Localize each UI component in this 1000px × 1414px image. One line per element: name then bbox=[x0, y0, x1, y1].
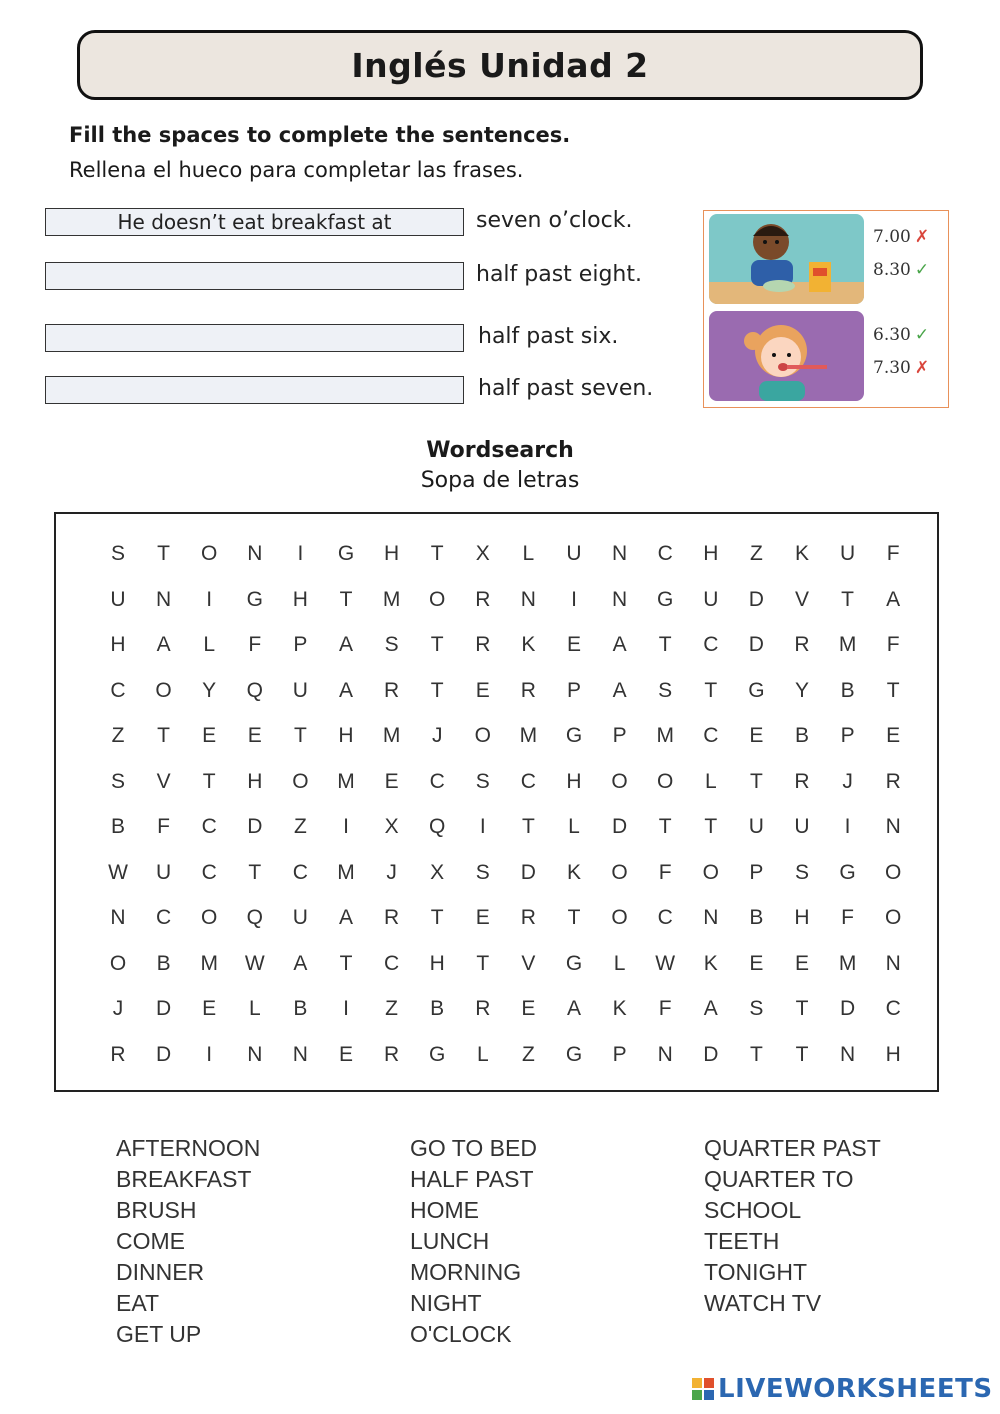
grid-letter[interactable]: E bbox=[247, 724, 262, 747]
grid-letter[interactable]: R bbox=[475, 587, 491, 611]
grid-letter[interactable]: U bbox=[703, 587, 719, 611]
grid-letter[interactable]: T bbox=[749, 1042, 763, 1066]
grid-letter[interactable]: O bbox=[611, 860, 628, 884]
grid-letter[interactable]: G bbox=[565, 724, 583, 747]
grid-letter[interactable]: M bbox=[382, 724, 401, 747]
grid-letter[interactable]: Z bbox=[293, 815, 307, 838]
grid-letter[interactable]: S bbox=[794, 860, 809, 884]
grid-letter[interactable]: I bbox=[343, 815, 349, 838]
grid-letter[interactable]: T bbox=[795, 1042, 809, 1066]
grid-letter[interactable]: S bbox=[110, 542, 125, 565]
grid-letter[interactable]: T bbox=[430, 678, 444, 702]
grid-letter[interactable]: T bbox=[658, 815, 672, 838]
grid-letter[interactable]: B bbox=[156, 951, 171, 975]
grid-letter[interactable]: R bbox=[384, 1042, 400, 1066]
grid-letter[interactable]: E bbox=[475, 678, 490, 702]
grid-letter[interactable]: B bbox=[430, 997, 445, 1020]
word-item: WATCH TV bbox=[704, 1290, 822, 1316]
grid-letter[interactable]: Z bbox=[749, 542, 763, 565]
grid-letter[interactable]: T bbox=[339, 951, 353, 975]
grid-letter[interactable]: T bbox=[658, 633, 672, 656]
grid-letter[interactable]: D bbox=[748, 633, 764, 656]
cross-icon: ✗ bbox=[914, 358, 930, 378]
grid-letter[interactable]: C bbox=[292, 860, 308, 884]
grid-letter[interactable]: A bbox=[886, 587, 901, 611]
grid-letter[interactable]: K bbox=[521, 633, 536, 656]
grid-letter[interactable]: M bbox=[838, 951, 857, 975]
times-brushing bbox=[873, 319, 929, 385]
grid-letter[interactable]: L bbox=[203, 633, 216, 656]
grid-letter[interactable]: A bbox=[566, 997, 581, 1020]
grid-letter[interactable]: W bbox=[244, 951, 265, 975]
instruction-english: Fill the spaces to complete the sentences. bbox=[69, 123, 571, 147]
grid-letter[interactable]: M bbox=[656, 724, 674, 747]
grid-letter[interactable]: U bbox=[794, 815, 810, 838]
grid-letter[interactable]: T bbox=[293, 724, 307, 747]
grid-letter[interactable]: C bbox=[384, 951, 400, 975]
grid-letter[interactable]: M bbox=[838, 633, 857, 656]
grid-letter[interactable]: T bbox=[704, 678, 718, 702]
grid-letter[interactable]: L bbox=[248, 997, 261, 1020]
wordsearch-subtitle: Sopa de letras bbox=[420, 468, 580, 493]
schedule-pictures-panel bbox=[703, 210, 949, 408]
grid-letter[interactable]: E bbox=[202, 724, 217, 747]
grid-letter[interactable]: N bbox=[885, 815, 901, 838]
grid-letter[interactable]: X bbox=[430, 860, 445, 884]
grid-letter[interactable]: H bbox=[429, 951, 445, 975]
grid-letter[interactable]: T bbox=[886, 678, 900, 702]
grid-letter[interactable]: T bbox=[157, 542, 170, 565]
grid-letter[interactable]: E bbox=[475, 906, 490, 929]
grid-letter[interactable]: L bbox=[476, 1042, 489, 1066]
grid-letter[interactable]: U bbox=[156, 860, 172, 884]
grid-letter[interactable]: B bbox=[110, 815, 125, 838]
grid-letter[interactable]: R bbox=[110, 1042, 126, 1066]
instruction-spanish: Rellena el hueco para completar las frases. bbox=[69, 158, 524, 182]
grid-letter[interactable]: Z bbox=[385, 997, 398, 1020]
word-item: TEETH bbox=[704, 1228, 780, 1254]
grid-letter[interactable]: T bbox=[841, 587, 854, 611]
grid-letter[interactable]: H bbox=[703, 542, 719, 565]
sentence-suffix: half past eight. bbox=[476, 262, 642, 287]
grid-letter[interactable]: G bbox=[429, 1042, 446, 1066]
grid-letter[interactable]: T bbox=[339, 587, 353, 611]
answer-input-2[interactable] bbox=[45, 262, 464, 290]
grid-letter[interactable]: H bbox=[247, 769, 263, 793]
grid-letter[interactable]: C bbox=[657, 542, 673, 565]
grid-letter[interactable]: T bbox=[157, 724, 170, 747]
word-item: COME bbox=[116, 1228, 185, 1254]
grid-letter[interactable]: M bbox=[200, 951, 218, 975]
grid-letter[interactable]: C bbox=[110, 678, 126, 702]
grid-letter[interactable]: S bbox=[384, 633, 399, 656]
grid-letter[interactable]: U bbox=[566, 542, 582, 565]
word-list-column-2 bbox=[410, 1133, 537, 1350]
page-title: Inglés Unidad 2 bbox=[351, 45, 649, 85]
grid-letter[interactable]: O bbox=[885, 860, 902, 884]
grid-letter[interactable]: H bbox=[885, 1042, 901, 1066]
sentence-row bbox=[45, 262, 642, 290]
word-item: BREAKFAST bbox=[116, 1166, 252, 1192]
grid-letter[interactable]: U bbox=[748, 815, 764, 838]
word-item: MORNING bbox=[410, 1259, 522, 1285]
grid-letter[interactable]: U bbox=[840, 542, 856, 565]
time-label: 7.30 bbox=[873, 358, 911, 378]
grid-letter[interactable]: Q bbox=[246, 678, 263, 702]
grid-letter[interactable]: S bbox=[110, 769, 125, 793]
grid-letter[interactable]: J bbox=[112, 997, 124, 1020]
sentence-row bbox=[45, 324, 619, 352]
grid-letter[interactable]: L bbox=[704, 769, 717, 793]
sentence-row bbox=[45, 376, 654, 404]
grid-letter[interactable]: S bbox=[475, 860, 490, 884]
grid-letter[interactable]: E bbox=[794, 951, 809, 975]
grid-letter[interactable]: E bbox=[886, 724, 901, 747]
wordsearch-title: Wordsearch bbox=[426, 438, 574, 463]
grid-letter[interactable]: D bbox=[748, 587, 764, 611]
word-item: HALF PAST bbox=[410, 1166, 534, 1192]
grid-letter[interactable]: N bbox=[612, 587, 628, 611]
grid-letter[interactable]: G bbox=[246, 587, 263, 611]
grid-letter[interactable]: T bbox=[795, 997, 809, 1020]
grid-letter[interactable]: T bbox=[749, 769, 763, 793]
grid-letter[interactable]: C bbox=[703, 633, 719, 656]
grid-letter[interactable]: O bbox=[292, 769, 309, 793]
grid-letter[interactable]: A bbox=[156, 633, 171, 656]
grid-letter[interactable]: S bbox=[658, 678, 673, 702]
grid-letter[interactable]: D bbox=[247, 815, 263, 838]
grid-letter[interactable]: J bbox=[431, 724, 443, 747]
grid-letter[interactable]: E bbox=[566, 633, 581, 656]
grid-letter[interactable]: E bbox=[749, 724, 764, 747]
grid-letter[interactable]: N bbox=[247, 1042, 263, 1066]
time-label: 8.30 bbox=[873, 260, 911, 280]
grid-letter[interactable]: E bbox=[749, 951, 764, 975]
grid-letter[interactable]: D bbox=[612, 815, 628, 838]
grid-letter[interactable]: N bbox=[840, 1042, 856, 1066]
grid-letter[interactable]: O bbox=[429, 587, 446, 611]
grid-letter[interactable]: F bbox=[658, 997, 672, 1020]
grid-letter[interactable]: O bbox=[657, 769, 674, 793]
grid-letter[interactable]: N bbox=[520, 587, 536, 611]
grid-letter[interactable]: H bbox=[794, 906, 810, 929]
wordsearch-grid[interactable] bbox=[54, 512, 939, 1092]
grid-letter[interactable]: M bbox=[337, 769, 355, 793]
grid-letter[interactable]: R bbox=[520, 678, 536, 702]
grid-letter[interactable]: O bbox=[201, 906, 218, 929]
grid-letter[interactable]: O bbox=[201, 542, 218, 565]
grid-letter[interactable]: G bbox=[748, 678, 765, 702]
grid-letter[interactable]: R bbox=[794, 769, 810, 793]
grid-letter[interactable]: N bbox=[612, 542, 628, 565]
grid-letter[interactable]: H bbox=[292, 587, 308, 611]
grid-letter[interactable]: C bbox=[201, 815, 217, 838]
word-item: GET UP bbox=[116, 1321, 202, 1347]
grid-letter[interactable]: G bbox=[337, 542, 355, 565]
grid-letter[interactable]: T bbox=[476, 951, 490, 975]
grid-letter[interactable]: I bbox=[297, 542, 304, 565]
page-title-box bbox=[77, 30, 923, 100]
grid-letter[interactable]: A bbox=[612, 678, 627, 702]
grid-letter[interactable]: H bbox=[566, 769, 582, 793]
grid-letter[interactable]: L bbox=[568, 815, 580, 838]
grid-letter[interactable]: P bbox=[612, 1042, 627, 1066]
grid-letter[interactable]: E bbox=[521, 997, 536, 1020]
grid-letter[interactable]: I bbox=[343, 997, 349, 1020]
word-item: QUARTER TO bbox=[704, 1166, 854, 1192]
answer-input-3[interactable] bbox=[45, 324, 464, 352]
grid-letter[interactable]: R bbox=[475, 997, 491, 1020]
grid-letter[interactable]: G bbox=[565, 1042, 583, 1066]
grid-letter[interactable]: C bbox=[657, 906, 673, 929]
grid-letter[interactable]: L bbox=[613, 951, 626, 975]
grid-letter[interactable]: A bbox=[338, 633, 353, 656]
word-list-column-3 bbox=[704, 1133, 881, 1319]
grid-letter[interactable]: O bbox=[885, 906, 902, 929]
grid-letter[interactable]: Y bbox=[794, 678, 809, 702]
grid-letter[interactable]: Q bbox=[429, 815, 446, 838]
time-label: 7.00 bbox=[873, 227, 911, 247]
grid-letter[interactable]: O bbox=[474, 724, 491, 747]
grid-letter[interactable]: H bbox=[110, 633, 126, 656]
grid-letter[interactable]: F bbox=[157, 815, 170, 838]
grid-letter[interactable]: B bbox=[794, 724, 809, 747]
grid-letter[interactable]: T bbox=[202, 769, 216, 793]
grid-letter[interactable]: M bbox=[519, 724, 538, 747]
grid-letter[interactable]: B bbox=[293, 997, 308, 1020]
grid-letter[interactable]: E bbox=[338, 1042, 353, 1066]
grid-letter[interactable]: F bbox=[658, 860, 672, 884]
grid-letter[interactable]: G bbox=[839, 860, 856, 884]
grid-letter[interactable]: W bbox=[655, 951, 676, 975]
grid-letter[interactable]: P bbox=[749, 860, 764, 884]
grid-letter[interactable]: W bbox=[108, 860, 128, 884]
grid-letter[interactable]: O bbox=[155, 678, 172, 702]
grid-letter[interactable]: U bbox=[292, 678, 308, 702]
grid-letter[interactable]: Z bbox=[111, 724, 125, 747]
word-item: SCHOOL bbox=[704, 1197, 802, 1223]
grid-letter[interactable]: H bbox=[384, 542, 400, 565]
girl-brushing-teeth-picture bbox=[709, 311, 864, 401]
grid-letter[interactable]: O bbox=[109, 951, 127, 975]
grid-letter[interactable]: J bbox=[842, 769, 853, 793]
grid-letter[interactable]: C bbox=[520, 769, 536, 793]
grid-letter[interactable]: P bbox=[566, 678, 581, 702]
grid-letter[interactable]: K bbox=[566, 860, 581, 884]
grid-letter[interactable]: U bbox=[110, 587, 126, 611]
word-item: QUARTER PAST bbox=[704, 1135, 881, 1161]
grid-letter[interactable]: A bbox=[703, 997, 718, 1020]
grid-letter[interactable]: F bbox=[841, 906, 854, 929]
grid-letter[interactable]: R bbox=[384, 906, 400, 929]
grid-letter[interactable]: R bbox=[520, 906, 536, 929]
grid-letter[interactable]: T bbox=[430, 633, 444, 656]
grid-letter[interactable]: B bbox=[840, 678, 855, 702]
grid-letter[interactable]: C bbox=[429, 769, 445, 793]
grid-letter[interactable]: R bbox=[885, 769, 901, 793]
grid-letter[interactable]: M bbox=[337, 860, 355, 884]
times-breakfast bbox=[873, 221, 929, 287]
grid-letter[interactable]: C bbox=[885, 997, 901, 1020]
grid-letter[interactable]: E bbox=[384, 769, 399, 793]
grid-letter[interactable]: S bbox=[475, 769, 490, 793]
grid-letter[interactable]: K bbox=[703, 951, 718, 975]
grid-letter[interactable]: D bbox=[156, 1042, 172, 1066]
grid-letter[interactable]: K bbox=[794, 542, 809, 565]
grid-letter[interactable]: G bbox=[657, 587, 674, 611]
grid-letter[interactable]: E bbox=[202, 997, 217, 1020]
grid-letter[interactable]: A bbox=[293, 951, 308, 975]
sentence-row bbox=[45, 208, 633, 236]
brand-name: LIVEWORKSHEETS bbox=[718, 1374, 993, 1404]
grid-letter[interactable]: I bbox=[479, 815, 486, 838]
grid-letter[interactable]: M bbox=[382, 587, 401, 611]
grid-letter[interactable]: C bbox=[703, 724, 719, 747]
answer-input-1[interactable] bbox=[45, 208, 464, 236]
logo-icon bbox=[692, 1378, 714, 1400]
grid-letter[interactable]: V bbox=[521, 951, 536, 975]
check-icon: ✓ bbox=[914, 260, 930, 280]
check-icon: ✓ bbox=[914, 325, 930, 345]
grid-letter[interactable]: B bbox=[749, 906, 764, 929]
grid-letter[interactable]: T bbox=[521, 815, 535, 838]
word-item: DINNER bbox=[116, 1259, 205, 1285]
grid-letter[interactable]: I bbox=[206, 1042, 213, 1066]
grid-letter[interactable]: P bbox=[612, 724, 627, 747]
grid-letter[interactable]: T bbox=[704, 815, 718, 838]
grid-letter[interactable]: C bbox=[156, 906, 172, 929]
grid-letter[interactable]: I bbox=[844, 815, 851, 838]
grid-letter[interactable]: N bbox=[657, 1042, 673, 1066]
grid-letter[interactable]: S bbox=[749, 997, 764, 1020]
grid-letter[interactable]: D bbox=[520, 860, 536, 884]
grid-letter[interactable]: F bbox=[886, 542, 900, 565]
grid-letter[interactable]: P bbox=[293, 633, 308, 656]
grid-letter[interactable]: L bbox=[522, 542, 535, 565]
word-list-column-1 bbox=[116, 1133, 260, 1350]
grid-letter[interactable]: R bbox=[384, 678, 400, 702]
grid-letter[interactable]: Z bbox=[521, 1042, 535, 1066]
time-label: 6.30 bbox=[873, 325, 911, 345]
grid-letter[interactable]: C bbox=[201, 860, 217, 884]
grid-letter[interactable]: P bbox=[840, 724, 855, 747]
grid-letter[interactable]: A bbox=[612, 633, 627, 656]
grid-letter[interactable]: H bbox=[338, 724, 354, 747]
grid-letter[interactable]: Q bbox=[246, 906, 263, 929]
cross-icon: ✗ bbox=[914, 227, 930, 247]
grid-letter[interactable]: U bbox=[292, 906, 308, 929]
word-item: TONIGHT bbox=[704, 1259, 808, 1285]
grid-letter[interactable]: I bbox=[571, 587, 577, 611]
grid-letter[interactable]: R bbox=[475, 633, 491, 656]
grid-letter[interactable]: I bbox=[206, 587, 213, 611]
grid-letter[interactable]: A bbox=[338, 906, 353, 929]
word-item: O'CLOCK bbox=[410, 1321, 512, 1347]
grid-letter[interactable]: T bbox=[430, 906, 444, 929]
grid-letter[interactable]: N bbox=[292, 1042, 308, 1066]
grid-letter[interactable]: A bbox=[338, 678, 353, 702]
grid-letter[interactable]: X bbox=[475, 542, 490, 565]
word-item: LUNCH bbox=[410, 1228, 490, 1254]
grid-letter[interactable]: T bbox=[430, 542, 444, 565]
grid-letter[interactable]: F bbox=[248, 633, 262, 656]
grid-letter[interactable]: O bbox=[702, 860, 719, 884]
sentence-suffix: seven o’clock. bbox=[476, 208, 633, 233]
grid-letter[interactable]: T bbox=[567, 906, 581, 929]
grid-letter[interactable]: N bbox=[156, 587, 172, 611]
grid-letter[interactable]: O bbox=[611, 769, 628, 793]
grid-letter[interactable]: X bbox=[384, 815, 399, 838]
sentence-suffix: half past six. bbox=[478, 324, 619, 349]
word-item: AFTERNOON bbox=[116, 1135, 261, 1161]
grid-letter[interactable]: N bbox=[703, 906, 719, 929]
grid-letter[interactable]: N bbox=[247, 542, 263, 565]
grid-letter[interactable]: N bbox=[110, 906, 126, 929]
liveworksheets-logo bbox=[692, 1374, 993, 1404]
grid-letter[interactable]: V bbox=[794, 587, 809, 611]
grid-letter[interactable]: D bbox=[840, 997, 856, 1020]
grid-letter[interactable]: J bbox=[386, 860, 397, 884]
grid-letter[interactable]: O bbox=[611, 906, 628, 929]
grid-letter[interactable]: G bbox=[565, 951, 583, 975]
boy-eating-breakfast-picture bbox=[709, 214, 864, 304]
grid-letter[interactable]: K bbox=[612, 997, 627, 1020]
word-item: EAT bbox=[116, 1290, 160, 1316]
answer-input-4[interactable] bbox=[45, 376, 464, 404]
grid-letter[interactable]: D bbox=[703, 1042, 719, 1066]
grid-letter[interactable]: Y bbox=[202, 678, 217, 702]
grid-letter[interactable]: V bbox=[156, 769, 171, 793]
grid-letter[interactable]: T bbox=[248, 860, 262, 884]
grid-letter[interactable]: N bbox=[885, 951, 901, 975]
word-item: BRUSH bbox=[116, 1197, 197, 1223]
word-item: NIGHT bbox=[410, 1290, 482, 1316]
grid-letter[interactable]: D bbox=[156, 997, 172, 1020]
word-item: HOME bbox=[410, 1197, 479, 1223]
grid-letter[interactable]: F bbox=[886, 633, 900, 656]
sentence-suffix: half past seven. bbox=[478, 376, 654, 401]
grid-letter[interactable]: R bbox=[794, 633, 810, 656]
word-item: GO TO BED bbox=[410, 1135, 537, 1161]
